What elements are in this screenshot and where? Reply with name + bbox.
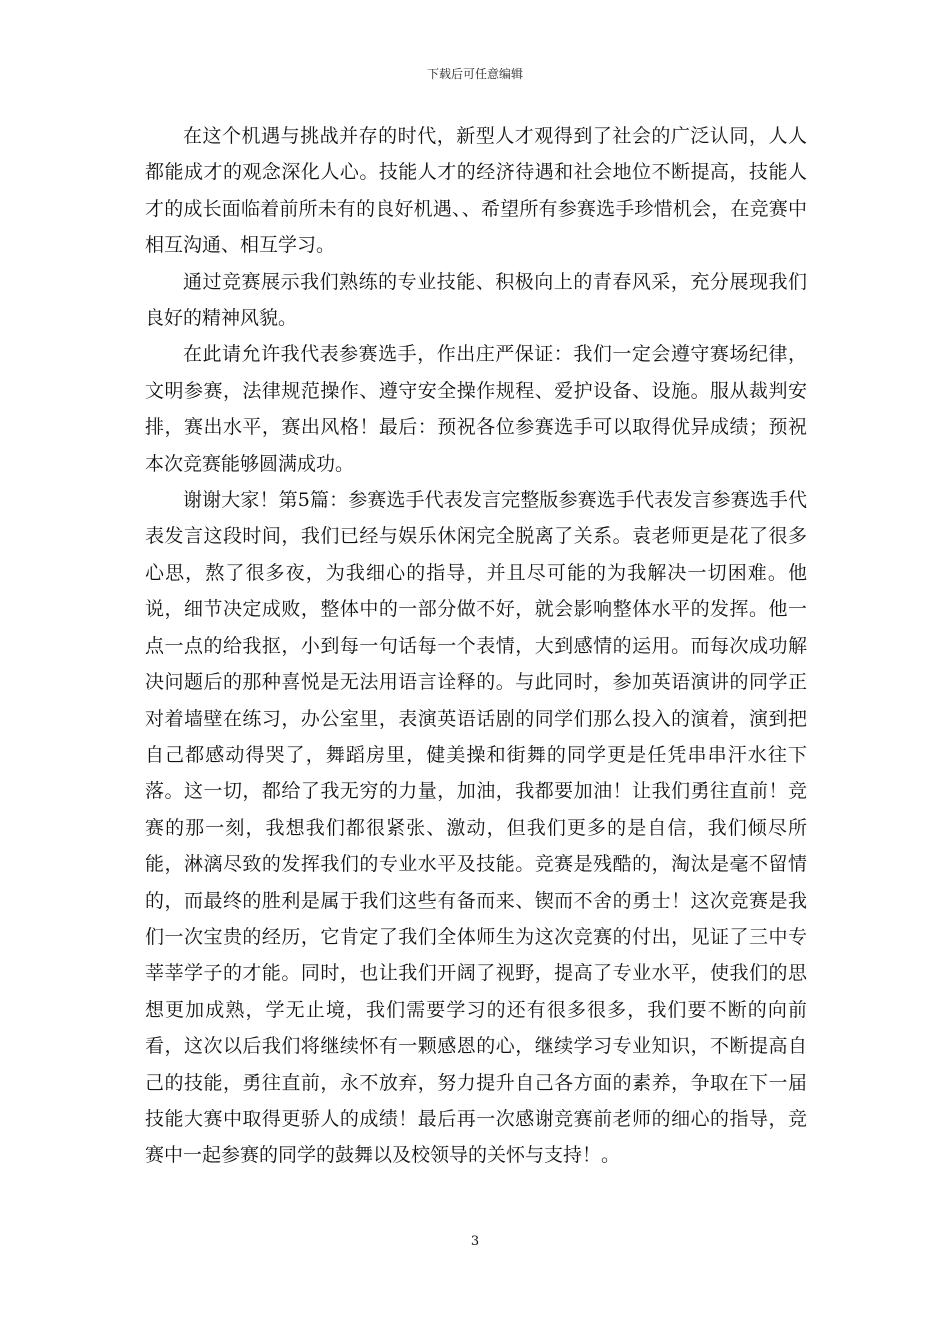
page-number: 3 [470, 1234, 480, 1249]
document-body [145, 118, 807, 1174]
paragraph-2: 通过竞赛展示我们熟练的专业技能、积极向上的青春风采，充分展现我们良好的精神风貌。 [145, 270, 807, 330]
paragraph-1: 在这个机遇与挑战并存的时代，新型人才观得到了社会的广泛认同，人人都能成才的观念深化人心。技能人才的经济待遇和社会地位不断提高，技能人才的成长面临着前所未有的良好机遇、、希望所有参赛选手珍惜机会，在竞赛中相互沟通、相互学习。 [145, 125, 807, 257]
paragraph-3: 在此请允许我代表参赛选手，作出庄严保证：我们一定会遵守赛场纪律，文明参赛，法律规范操作、遵守安全操作规程、爱护设备、设施。服从裁判安排，赛出水平，赛出风格！最后：预祝各位参赛选手可以取得优异成绩；预祝本次竞赛能够圆满成功。 [145, 343, 807, 475]
paragraph-4: 谢谢大家！第5篇：参赛选手代表发言完整版参赛选手代表发言参赛选手代表发言这段时间，我们已经与娱乐休闲完全脱离了关系。袁老师更是花了很多心思，熬了很多夜，为我细心的指导，并且尽可能的为我解决一切困难。他说，细节决定成败，整体中的一部分做不好，就会影响整体水平的发挥。他一点一点的给我抠，小到每一句话每一个表情，大到感情的运用。而每次成功解决问题后的那种喜悦是无法用语言诠释的。与此同时，参加英语演讲的同学正对着墙壁在练习，办公室里，表演英语话剧的同学们那么投入的演着，演到把自己都感动得哭了，舞蹈房里，健美操和街舞的同学更是任凭串串汗水往下落。这一切，都给了我无穷的力量，加油，我都要加油！让我们勇往直前！竞赛的那一刻，我想我们都很紧张、激动，但我们更多的是自信，我们倾尽所能，淋漓尽致的发挥我们的专业水平及技能。竞赛是残酷的，淘汰是毫不留情的，而最终的胜利是属于我们这些有备而来、锲而不舍的勇士！这次竞赛是我们一次宝贵的经历，它肯定了我们全体师生为这次竞赛的付出，见证了三中专莘莘学子的才能。同时，也让我们开阔了视野，提高了专业水平，使我们的思想更加成熟，学无止境，我们需要学习的还有很多很多，我们要不断的向前看，这次以后我们将继续怀有一颗感恩的心，继续学习专业知识，不断提高自己的技能，勇往直前，永不放弃，努力提升自己各方面的素养，争取在下一届技能大赛中取得更骄人的成绩！最后再一次感谢竞赛前老师的细心的指导，竞赛中一起参赛的同学的鼓舞以及校领导的关怀与支持！。 [145, 489, 807, 1167]
page-header: 下载后可任意编辑 [426, 67, 523, 81]
